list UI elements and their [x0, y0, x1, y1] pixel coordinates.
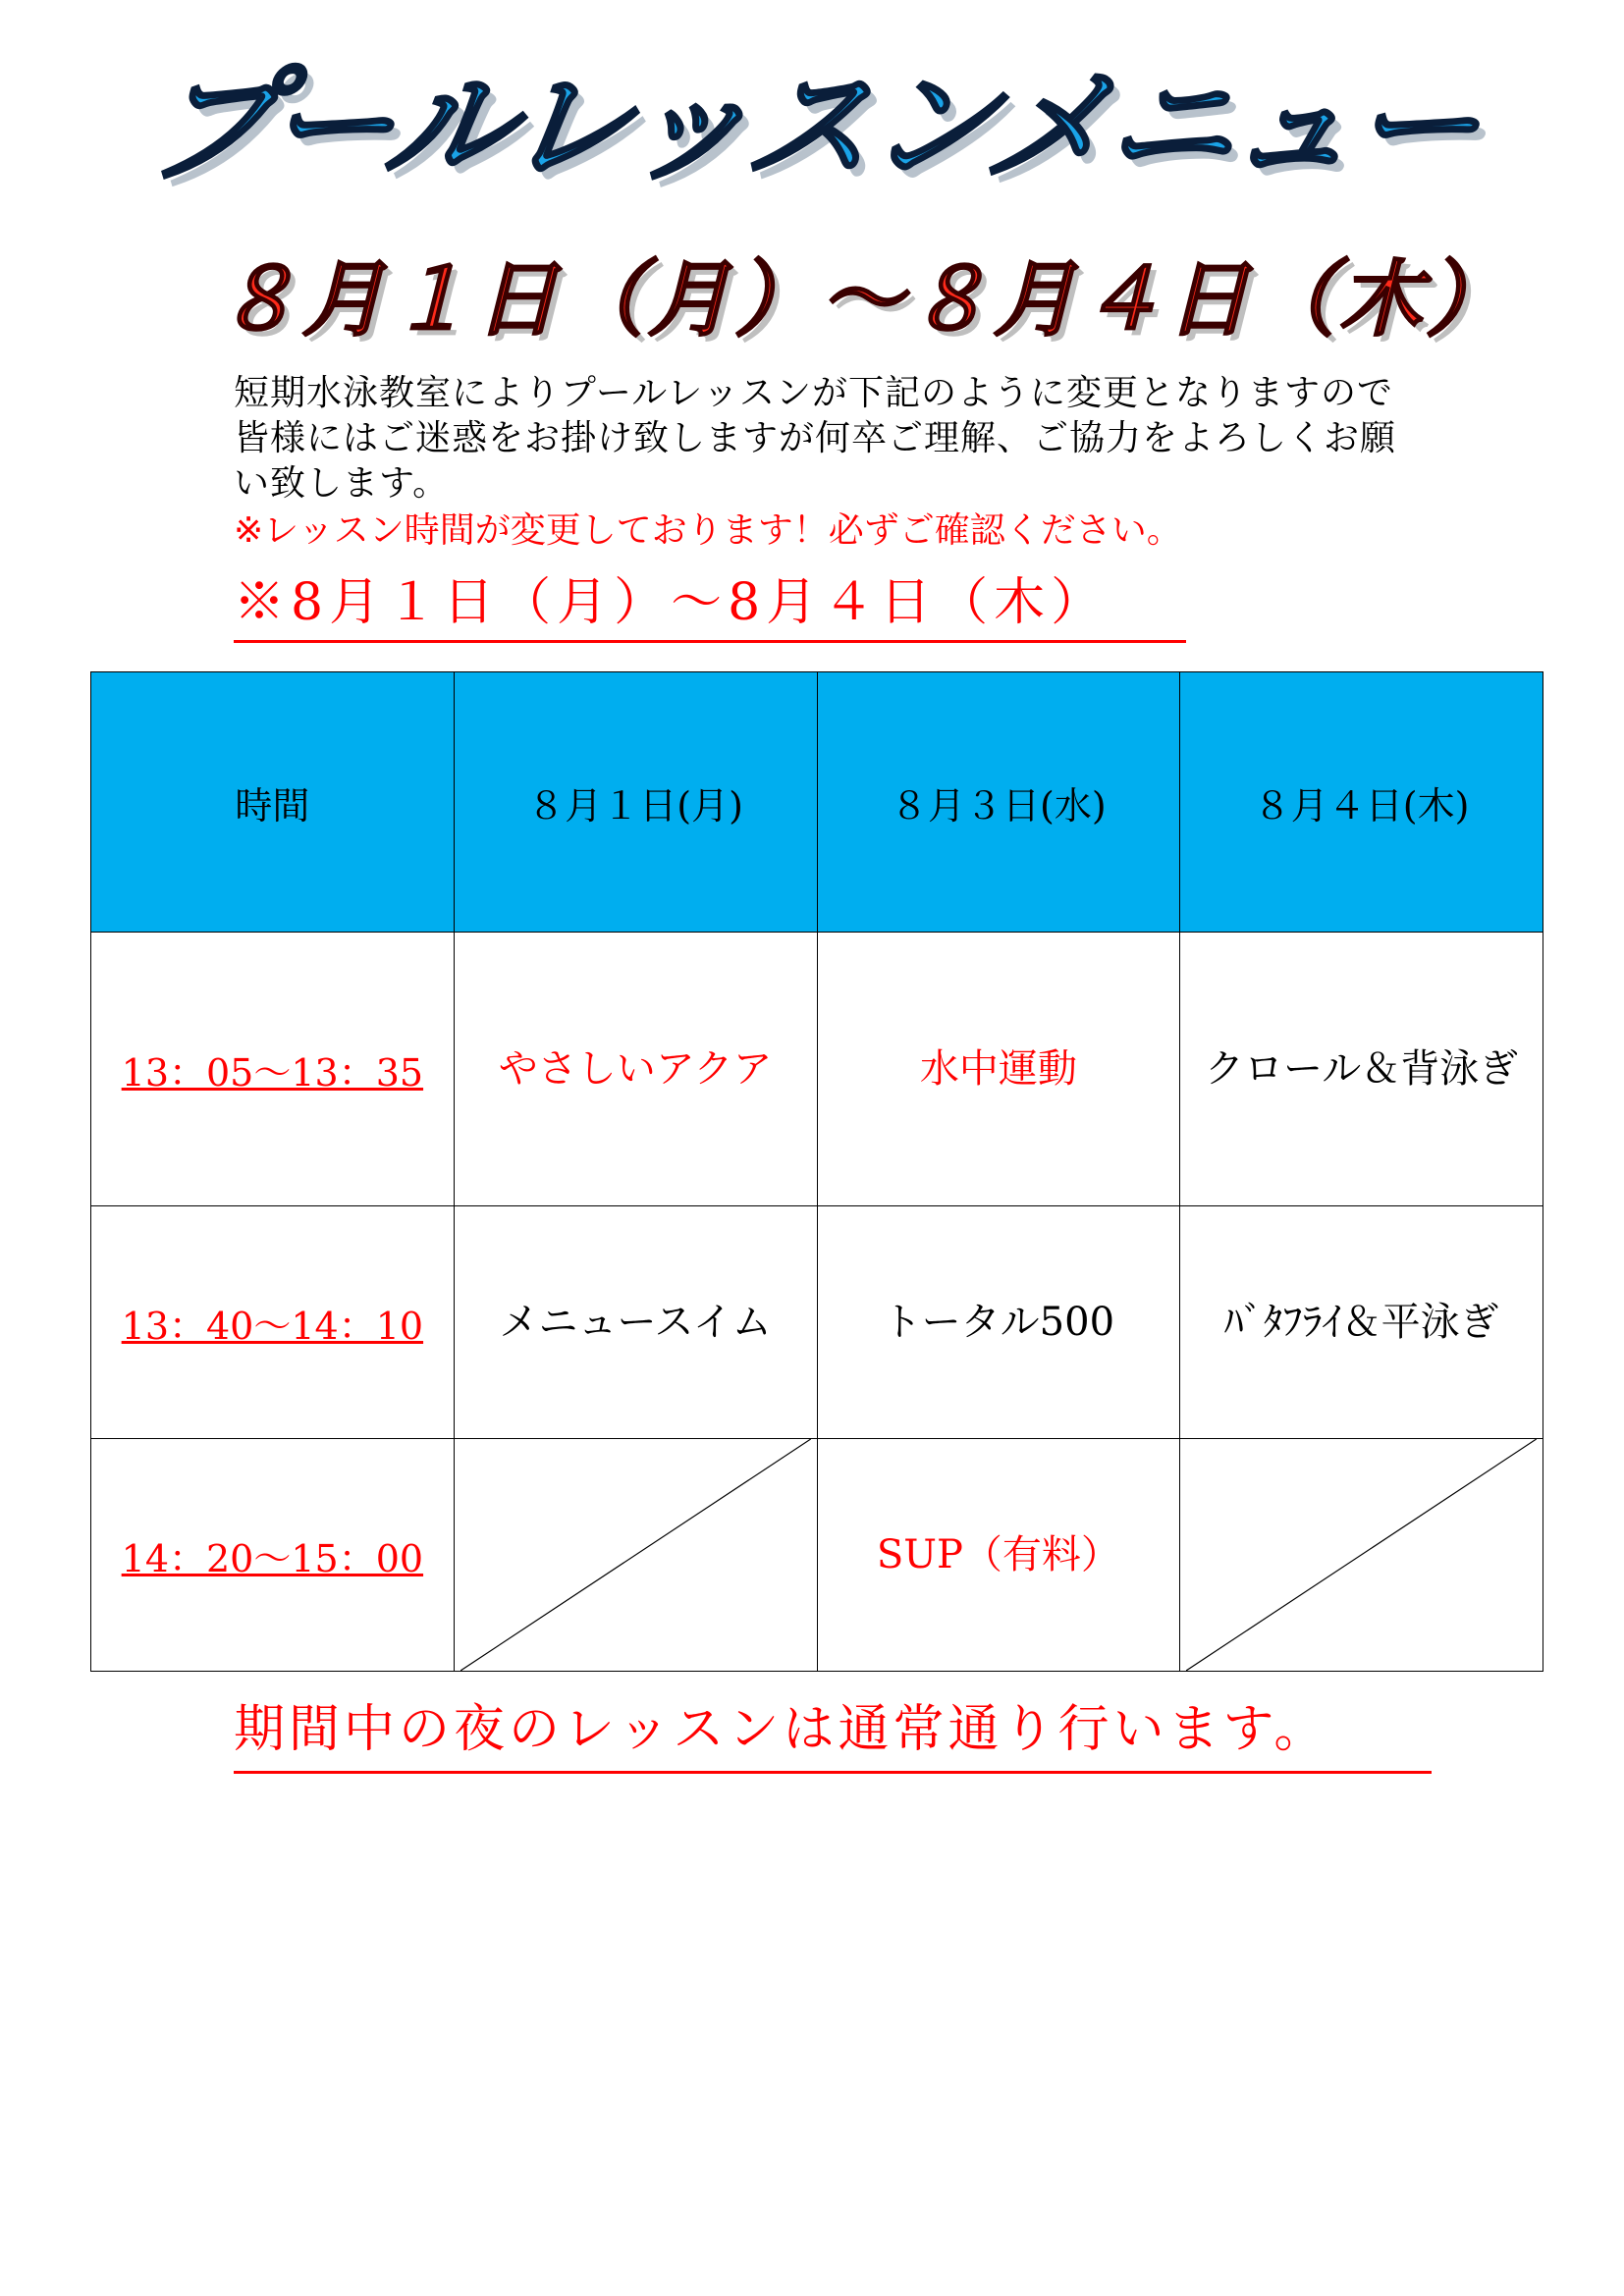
lesson-cell: メニュースイム	[454, 1206, 817, 1439]
lesson-schedule-table	[90, 671, 1543, 1672]
header-aug4: ８月４日(木)	[1180, 672, 1543, 933]
table-row	[91, 933, 1543, 1206]
empty-slot-cell	[454, 1439, 817, 1672]
time-slot: 14：20～15：00	[91, 1439, 455, 1672]
table-header-row	[91, 672, 1543, 933]
empty-slot-cell	[1180, 1439, 1543, 1672]
table-row	[91, 1439, 1543, 1672]
table-row	[91, 1206, 1543, 1439]
change-notice: ※レッスン時間が変更しております！必ずご確認ください。	[234, 510, 1182, 551]
evening-lesson-note: 期間中の夜のレッスンは通常通り行います。	[234, 1694, 1432, 1774]
header-aug3: ８月３日(水)	[817, 672, 1180, 933]
header-time: 時間	[91, 672, 455, 933]
diagonal-line-icon	[1186, 1439, 1537, 1671]
date-range-banner: ８月１日（月）～８月４日（木）	[215, 251, 1512, 347]
page-title: プールレッスンメニュー	[138, 54, 1486, 200]
lesson-cell: クロール＆背泳ぎ	[1180, 933, 1543, 1206]
lesson-cell: 水中運動	[817, 933, 1180, 1206]
period-heading: ※8月１日（月）～8月４日（木）	[234, 569, 1186, 643]
time-slot: 13：05～13：35	[91, 933, 455, 1206]
diagonal-line-icon	[460, 1439, 811, 1671]
time-slot: 13：40～14：10	[91, 1206, 455, 1439]
lesson-cell: ﾊﾞﾀﾌﾗｲ＆平泳ぎ	[1180, 1206, 1543, 1439]
lesson-cell: SUP（有料）	[817, 1439, 1180, 1672]
lesson-cell: やさしいアクア	[454, 933, 817, 1206]
lesson-cell: トータル500	[817, 1206, 1180, 1439]
header-aug1: ８月１日(月)	[454, 672, 817, 933]
intro-paragraph: 短期水泳教室によりプールレッスンが下記のように変更となりますので皆様にはご迷惑をお掛け致しますが何卒ご理解、ご協力をよろしくお願い致します。	[234, 373, 1397, 504]
